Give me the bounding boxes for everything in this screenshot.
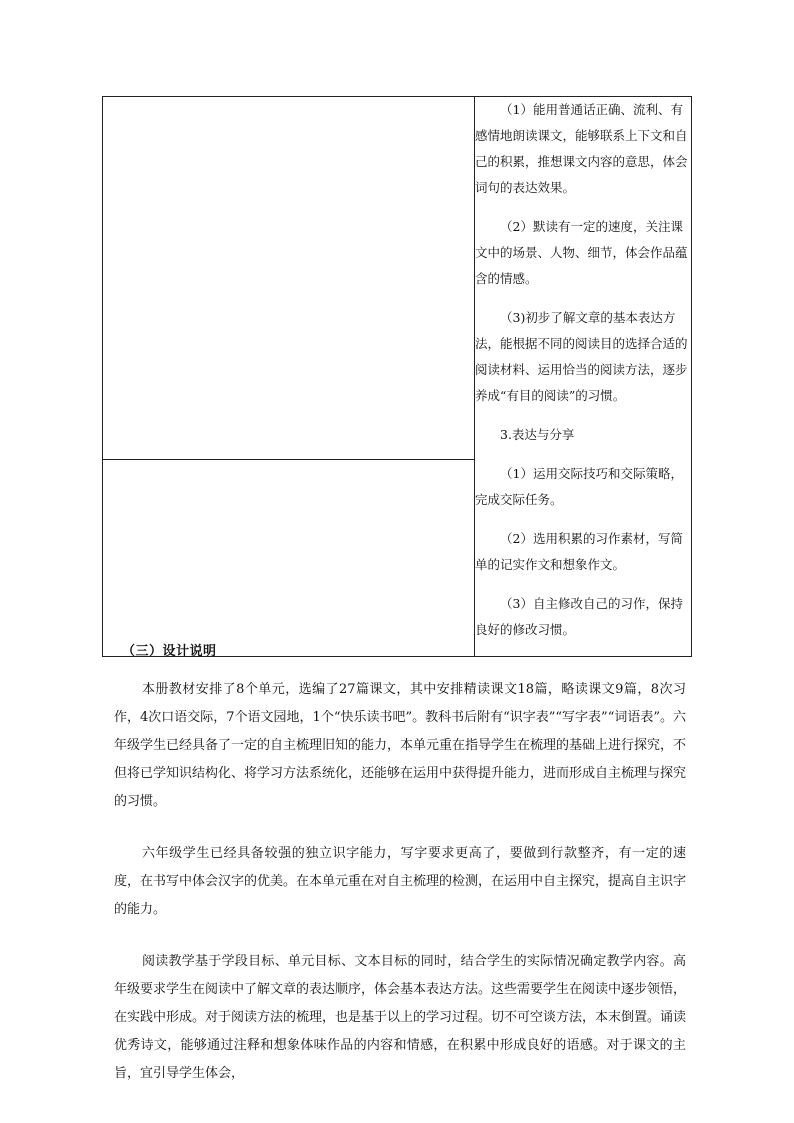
goal-paragraph: （2）默读有一定的速度，关注课文中的场景、人物、细节，体会作品蕴含的情感。 <box>475 219 688 286</box>
goal-paragraph: （1）能用普通话正确、流利、有感情地朗读课文，能够联系上下文和自己的积累，推想课文内容的意思，体会词句的表达效果。 <box>475 102 688 195</box>
section-title: （三）设计说明 <box>122 644 217 659</box>
section-body <box>114 676 686 1112</box>
body-paragraph: 阅读教学基于学段目标、单元目标、文本目标的同时，结合学生的实际情况确定教学内容。高年级要求学生在阅读中了解文章的表达顺序，体会基本表达方法。这些需要学生在阅读中逐步领悟，在实践中形成。对于阅读方法的梳理，也是基于以上的学习过程。切不可空谈方法，本末倒置。诵读优秀诗文，能够通过注释和想象体味作品的内容和情感，在积累中形成良好的语感。对于课文的主旨，宜引导学生体会， <box>114 954 687 1081</box>
goals-table <box>102 96 692 657</box>
goal-subheading: 3.表达与分享 <box>500 427 575 442</box>
goal-paragraph: （3）自主修改自己的习作，保持良好的修改习惯。 <box>475 596 683 637</box>
table-cell-goals <box>475 97 692 657</box>
goal-paragraph: （2）选用积累的习作素材，写简单的记实作文和想象作文。 <box>475 531 683 572</box>
goal-paragraph: （1）运用交际技巧和交际策略，完成交际任务。 <box>475 466 683 507</box>
body-paragraph: 六年级学生已经具备较强的独立识字能力，写字要求更高了，要做到行款整齐，有一定的速度，在书写中体会汉字的优美。在本单元重在对自主梳理的检测，在运用中自主探究，提高自主识字的能力。 <box>114 846 687 917</box>
goal-paragraph: （3)初步了解文章的基本表达方法，能根据不同的阅读目的选择合适的阅读材料、运用恰当的阅读方法，逐步养成“有目的阅读”的习惯。 <box>475 310 688 403</box>
body-paragraph: 本册教材安排了8个单元，选编了27篇课文，其中安排精读课文18篇，略读课文9篇，8次习作，4次口语交际，7个语文园地，1个“快乐读书吧”。教科书后附有“识字表”“写字表”“词语表”。六年级学生已经具备了一定的自主梳理旧知的能力，本单元重在指导学生在梳理的基础上进行探究，不但将已学知识结构化、将学习方法系统化，还能够在运用中获得提升能力，进而形成自主梳理与探究的习惯。 <box>114 682 687 809</box>
table-cell-empty-top <box>103 97 475 460</box>
table-cell-empty-bottom <box>103 459 475 656</box>
